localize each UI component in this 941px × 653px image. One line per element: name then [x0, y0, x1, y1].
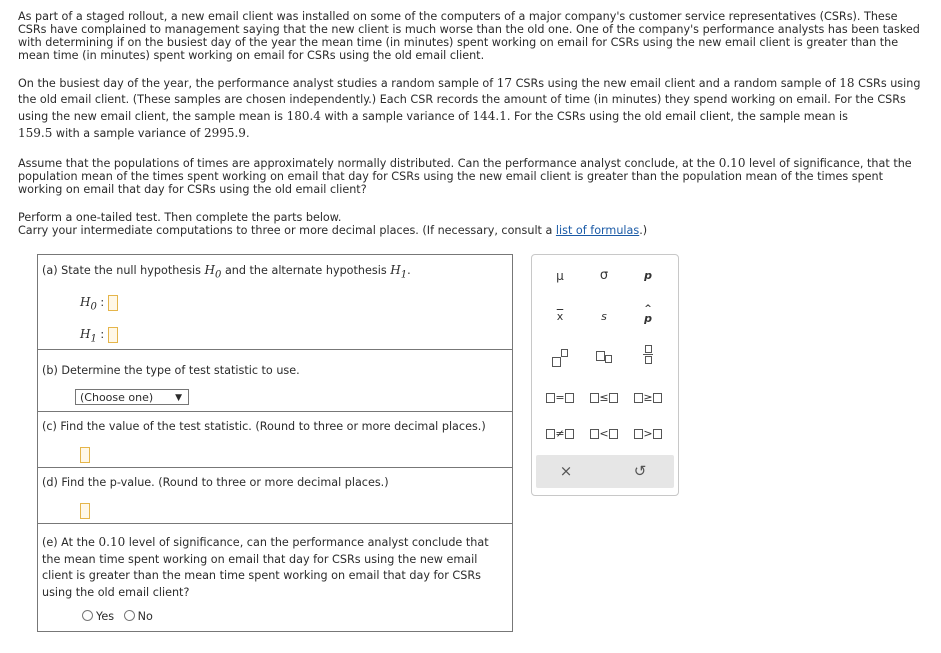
- data-paragraph: On the busiest day of the year, the performance analyst studies a random sample of 17 CSRs using the new email client and a random sample of 18 CSRs using the old email client. (These samples are chosen independently.) Each CSR records the amount of time (in minutes) they spend working on email. For the CSRs using the new email client, the sample mean is 180.4 with a sample variance of 144.1. For the CSRs using the old email client, the sample mean is 159.5 with a sample variance of 2995.9.: [18, 76, 921, 140]
- assumption-paragraph: Assume that the populations of times are approximately normally distributed. Can the performance analyst conclude, at the 0.10 level of significance, that the population mean of the times spent working on email that day for CSRs using the new email client is greater than the population mean of the times spent working on email that day for CSRs using the old email client?: [18, 156, 912, 196]
- palette-footer: [536, 455, 674, 488]
- s-button[interactable]: s: [601, 310, 607, 323]
- h0-row: $H_0$ :: [80, 295, 118, 312]
- equals-button[interactable]: =: [540, 391, 580, 404]
- part-b: [38, 349, 512, 412]
- less-equal-button[interactable]: ≤: [584, 391, 624, 404]
- undo-icon[interactable]: ↺: [633, 462, 647, 480]
- part-e: [38, 523, 512, 632]
- option-no[interactable]: No: [124, 610, 153, 623]
- subscript-button[interactable]: [584, 349, 624, 363]
- part-a-label: (a) State the null hypothesis $H_0$ and the alternate hypothesis $H_1$.: [42, 263, 411, 281]
- p-button[interactable]: p: [644, 269, 652, 282]
- mu-button[interactable]: μ: [556, 269, 564, 283]
- radio-icon: [82, 610, 93, 621]
- part-d-label: (d) Find the p-value. (Round to three or more decimal places.): [42, 476, 389, 489]
- not-equal-button[interactable]: ≠: [540, 427, 580, 440]
- greater-than-button[interactable]: >: [628, 427, 668, 440]
- radio-icon: [124, 610, 135, 621]
- xbar-button[interactable]: $\overline{x}$: [556, 310, 564, 323]
- yes-no-options: [82, 610, 153, 623]
- formulas-link[interactable]: list of formulas: [555, 224, 640, 237]
- p-value-input[interactable]: [80, 503, 90, 519]
- h1-input[interactable]: [108, 327, 118, 343]
- test-statistic-select[interactable]: (Choose one) ▼: [75, 389, 189, 405]
- greater-equal-button[interactable]: ≥: [628, 391, 668, 404]
- h1-row: $H_1$ :: [80, 327, 118, 344]
- part-e-label: (e) At the 0.10 level of significance, can the performance analyst conclude that the mean time spent working on email that day for CSRs using the new email client is greater than the mean time spent working on email that day for CSRs using the old email client?: [42, 535, 489, 599]
- clear-icon[interactable]: ×: [559, 462, 573, 480]
- part-c: [38, 411, 512, 468]
- part-d: [38, 467, 512, 524]
- symbol-palette: [531, 254, 679, 496]
- option-yes[interactable]: Yes: [82, 610, 114, 623]
- phat-button[interactable]: ^ p: [644, 304, 652, 325]
- instructions: Perform a one-tailed test. Then complete the parts below. Carry your intermediate computations to three or more decimal places. (If necessary, consult a list of formulas.): [18, 211, 648, 237]
- part-b-label: (b) Determine the type of test statistic to use.: [42, 364, 300, 377]
- intro-paragraph: As part of a staged rollout, a new email client was installed on some of the computers of a major company's customer service representatives (CSRs). These CSRs have complained to management saying that the new client is much worse than the old one. One of the company's performance analysts has been tasked with determining if on the busiest day of the year the mean time (in minutes) spent working on email for CSRs using the new email client is greater than the mean time (in minutes) spent working on email for CSRs using the old email client.: [18, 10, 920, 62]
- test-statistic-input[interactable]: [80, 447, 90, 463]
- chevron-down-icon: ▼: [175, 393, 182, 403]
- h0-input[interactable]: [108, 295, 118, 311]
- question-panel: [37, 254, 513, 632]
- part-a: [38, 255, 512, 349]
- superscript-button[interactable]: [540, 349, 580, 368]
- sigma-button[interactable]: σ: [599, 268, 609, 283]
- part-c-label: (c) Find the value of the test statistic. (Round to three or more decimal places.): [42, 420, 486, 433]
- less-than-button[interactable]: <: [584, 427, 624, 440]
- fraction-button[interactable]: [628, 345, 668, 364]
